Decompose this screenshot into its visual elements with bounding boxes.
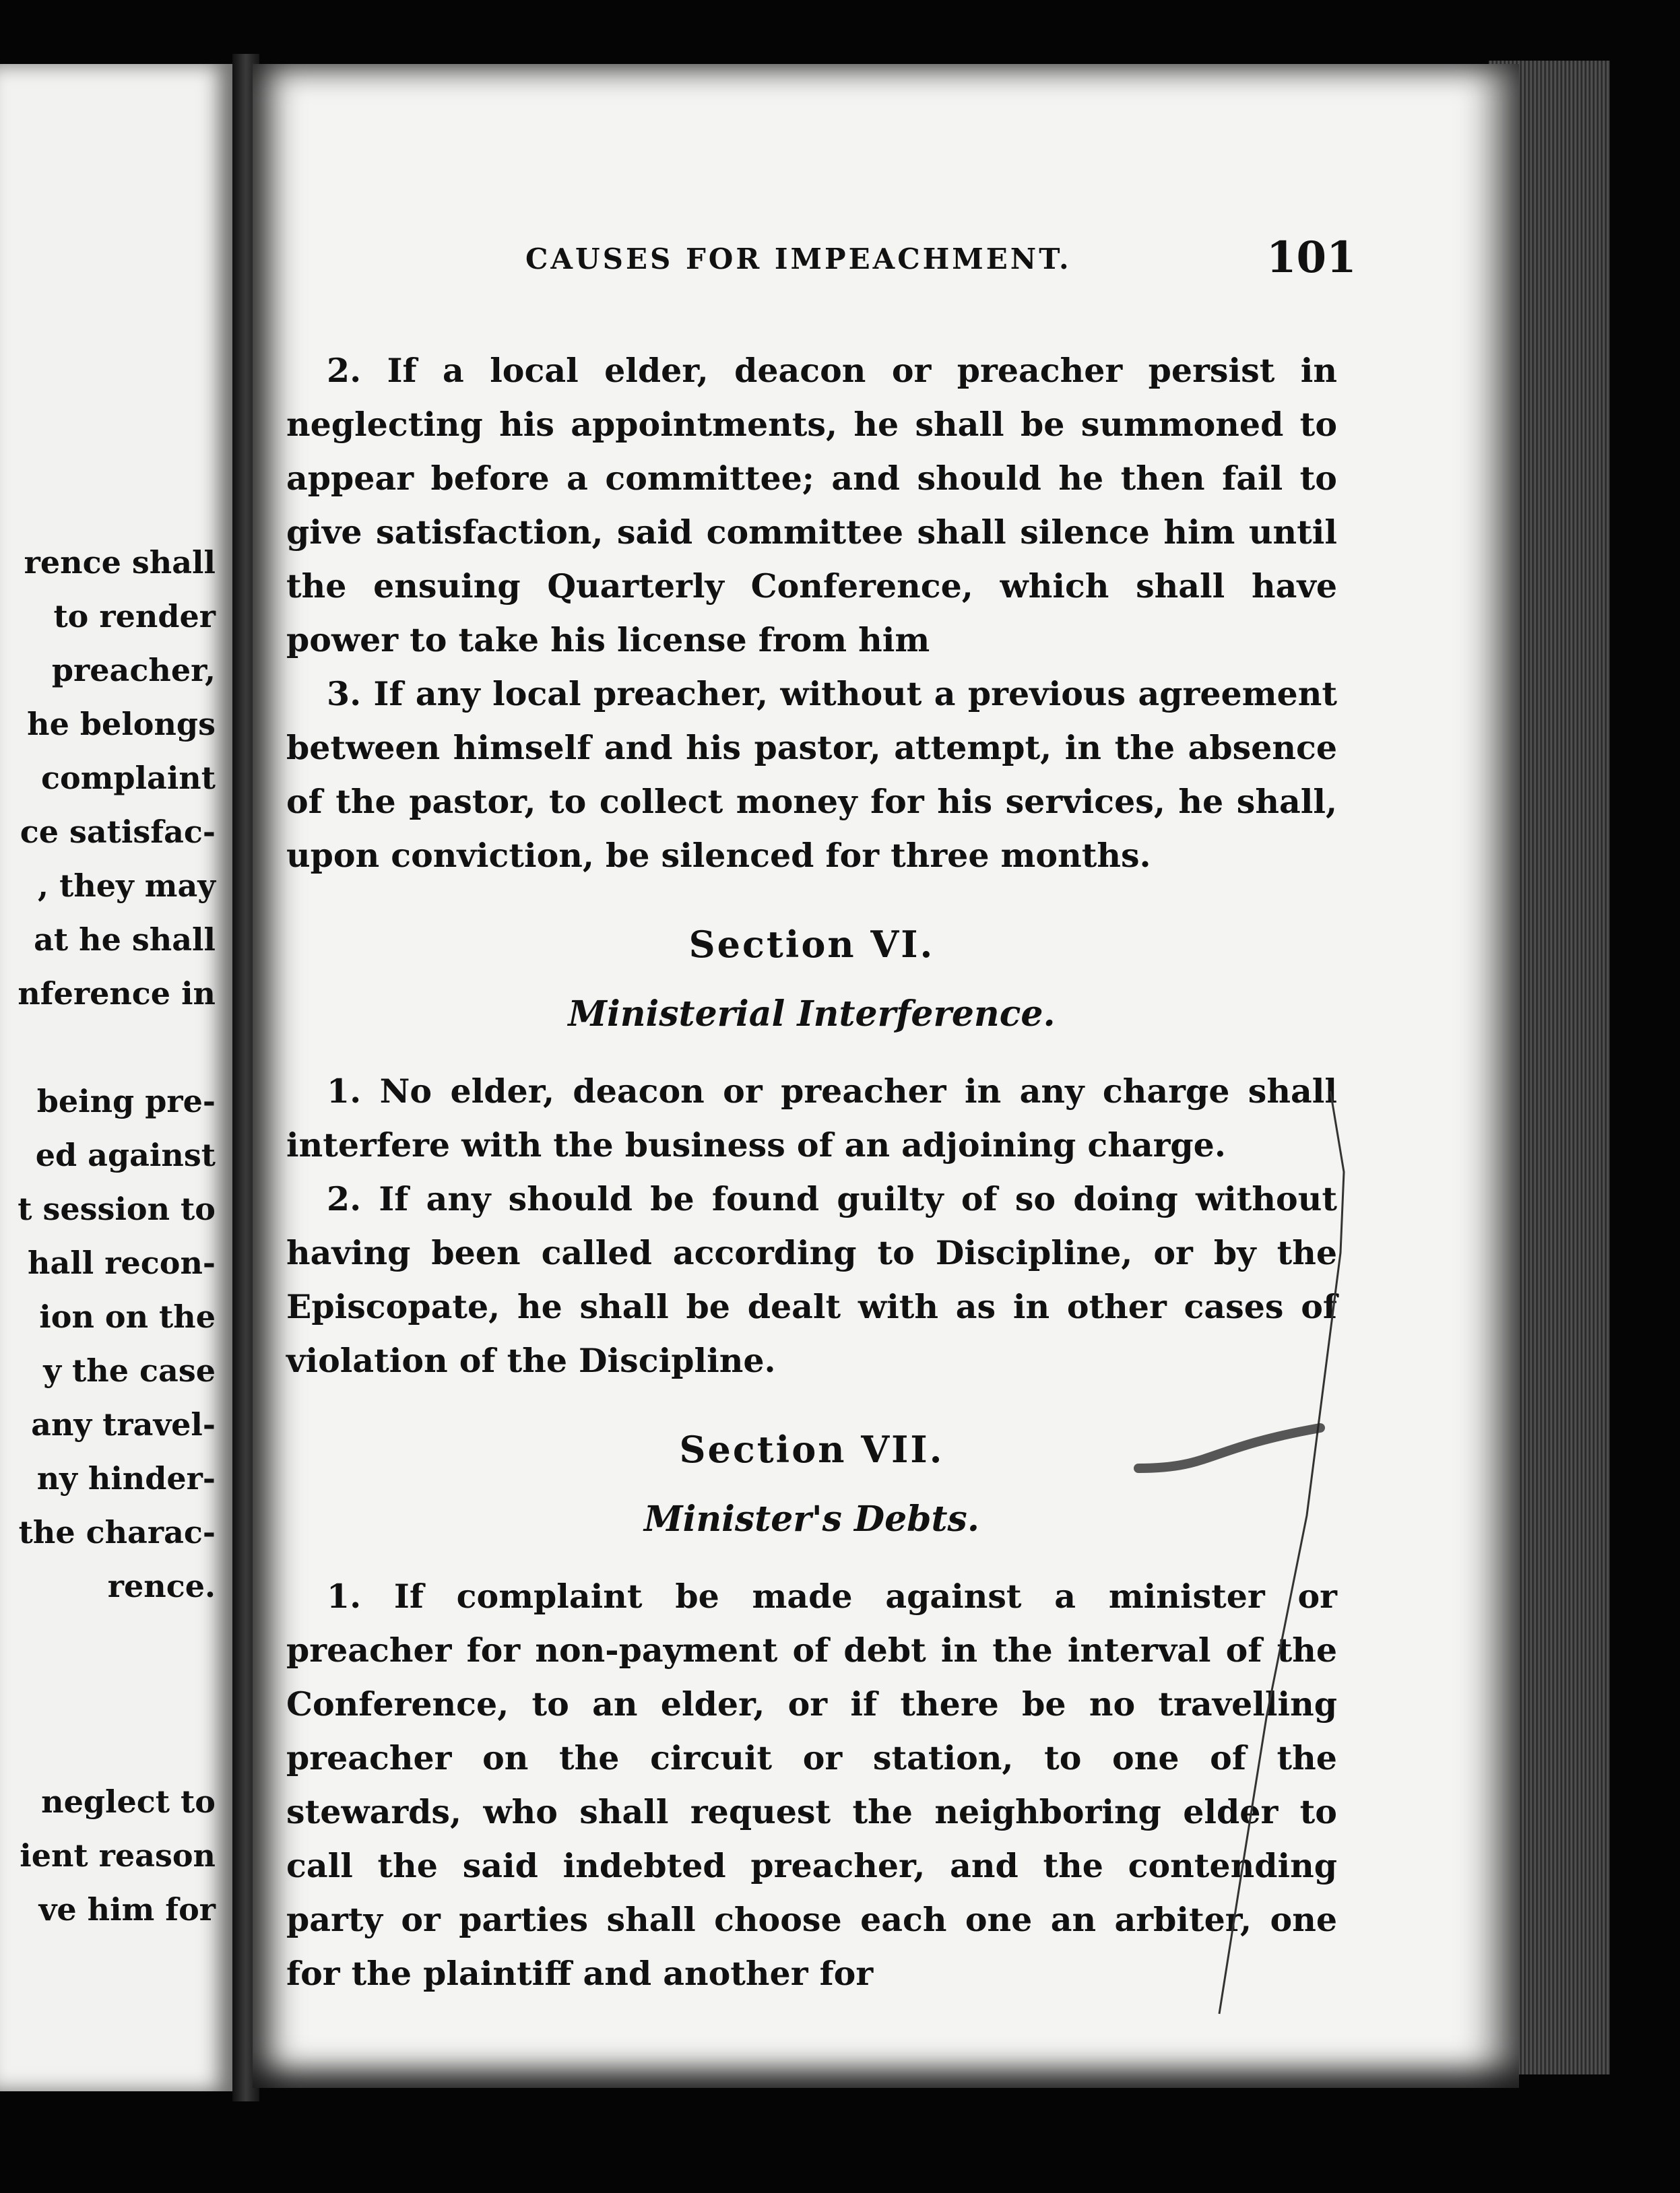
left-page-line: being pre- — [36, 1083, 216, 1119]
running-title: CAUSES FOR IMPEACHMENT. — [525, 242, 1072, 275]
left-page-line: any travel- — [31, 1406, 216, 1443]
section-6-paragraph-1: 1. No elder, deacon or preacher in any charge shall interfere with the business of an adjoining charge. — [286, 1072, 1337, 1165]
left-page-line: t session to — [18, 1191, 216, 1227]
left-page-line: he belongs — [27, 706, 216, 742]
left-page-line: ed against — [35, 1137, 216, 1173]
section-6-title: Ministerial Interference. — [568, 993, 1056, 1035]
section-6-paragraph-2: 2. If any should be found guilty of so doing without having been called according to Discipline, or by the Episcopate, he shall be dealt with as in other cases of violation of the Discipline. — [286, 1179, 1337, 1380]
left-page-line: ion on the — [39, 1299, 216, 1335]
left-page-line: rence shall — [24, 544, 216, 581]
left-page-line: hall recon- — [28, 1245, 216, 1281]
left-page-line: ve him for — [38, 1891, 216, 1928]
left-page-line: to render — [53, 598, 216, 634]
left-page-line: rence. — [107, 1568, 216, 1604]
left-page-line: ce satisfac- — [20, 814, 216, 850]
paragraph-2: 2. If a local elder, deacon or preacher persist in neglecting his appointments, he shall be summoned to appear before a committee; and should he then fail to give satisfaction, said committee shall silence him until the ensuing Quarterly Conference, which shall have power to take his license from him — [286, 351, 1337, 659]
page-number: 101 — [1266, 232, 1357, 283]
left-page-line: ny hinder- — [36, 1460, 216, 1497]
left-page-line: at he shall — [34, 921, 216, 958]
left-page-line: complaint — [41, 760, 216, 796]
section-6-heading: Section VI. — [688, 923, 935, 966]
left-page-line: nference in — [18, 975, 216, 1012]
left-page-line: the charac- — [18, 1514, 216, 1550]
section-7-heading: Section VII. — [679, 1428, 944, 1471]
left-page-line: , they may — [38, 868, 216, 904]
section-7-paragraph-1: 1. If complaint be made against a minister or preacher for non-payment of debt in the interval of the Conference, to an elder, or if there be no travelling preacher on the circuit or station, to one of the stewards, who shall request the neighboring elder to call the said indebted preacher, and the contending party or parties shall choose each one an arbiter, one for the plaintiff and another for — [286, 1577, 1337, 1993]
left-page-line: neglect to — [41, 1783, 216, 1820]
section-7-title: Minister's Debts. — [644, 1499, 979, 1540]
paragraph-3: 3. If any local preacher, without a previous agreement between himself and his pastor, attempt, in the absence of the pastor, to collect money for his services, he shall, upon conviction, be silenced for three months. — [286, 674, 1337, 875]
left-page-line: y the case — [43, 1352, 216, 1389]
left-page-line: preacher, — [51, 652, 216, 688]
left-page-line: ient reason — [20, 1837, 216, 1874]
